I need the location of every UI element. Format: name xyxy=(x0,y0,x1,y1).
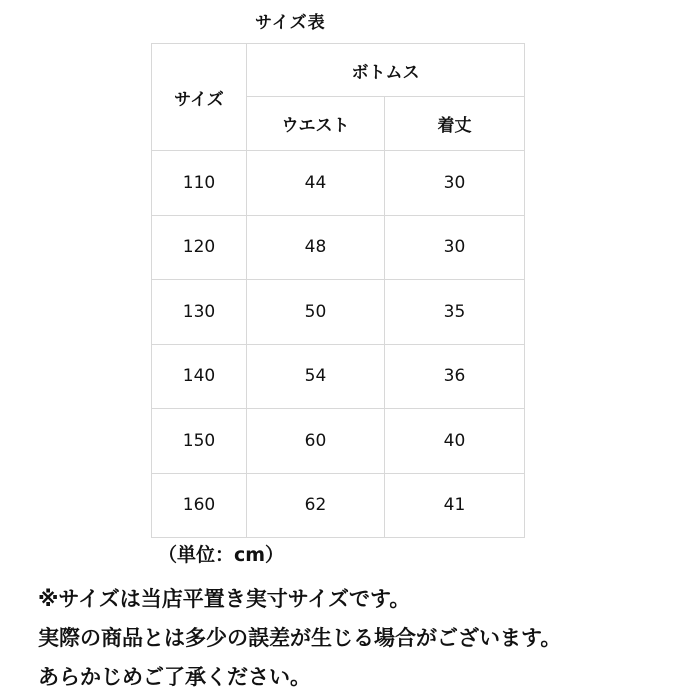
size-table xyxy=(151,43,525,538)
disclaimer-line-2: 実際の商品とは多少の誤差が生じる場合がございます。 xyxy=(38,626,562,650)
header-bottoms: ボトムス xyxy=(247,44,525,97)
table-title: サイズ表 xyxy=(255,13,326,33)
table-row xyxy=(152,409,525,474)
cell-size: 110 xyxy=(152,151,247,216)
table-row xyxy=(152,151,525,216)
cell-size: 150 xyxy=(152,409,247,474)
header-size: サイズ xyxy=(152,44,247,151)
cell-length: 35 xyxy=(385,280,525,345)
cell-waist: 54 xyxy=(247,344,385,409)
cell-waist: 50 xyxy=(247,280,385,345)
unit-note: （単位：cm） xyxy=(158,544,285,566)
table-row xyxy=(152,215,525,280)
header-row-1 xyxy=(152,44,525,97)
table-row xyxy=(152,280,525,345)
cell-length: 36 xyxy=(385,344,525,409)
cell-length: 40 xyxy=(385,409,525,474)
table-row xyxy=(152,473,525,538)
table-row xyxy=(152,344,525,409)
header-waist: ウエスト xyxy=(247,97,385,151)
header-length: 着丈 xyxy=(385,97,525,151)
cell-waist: 60 xyxy=(247,409,385,474)
cell-waist: 62 xyxy=(247,473,385,538)
cell-waist: 44 xyxy=(247,151,385,216)
cell-size: 130 xyxy=(152,280,247,345)
cell-size: 160 xyxy=(152,473,247,538)
cell-length: 41 xyxy=(385,473,525,538)
cell-length: 30 xyxy=(385,151,525,216)
disclaimer-line-3: あらかじめご了承ください。 xyxy=(38,665,311,689)
cell-size: 140 xyxy=(152,344,247,409)
cell-size: 120 xyxy=(152,215,247,280)
cell-waist: 48 xyxy=(247,215,385,280)
disclaimer-line-1: ※サイズは当店平置き実寸サイズです。 xyxy=(38,587,411,611)
cell-length: 30 xyxy=(385,215,525,280)
